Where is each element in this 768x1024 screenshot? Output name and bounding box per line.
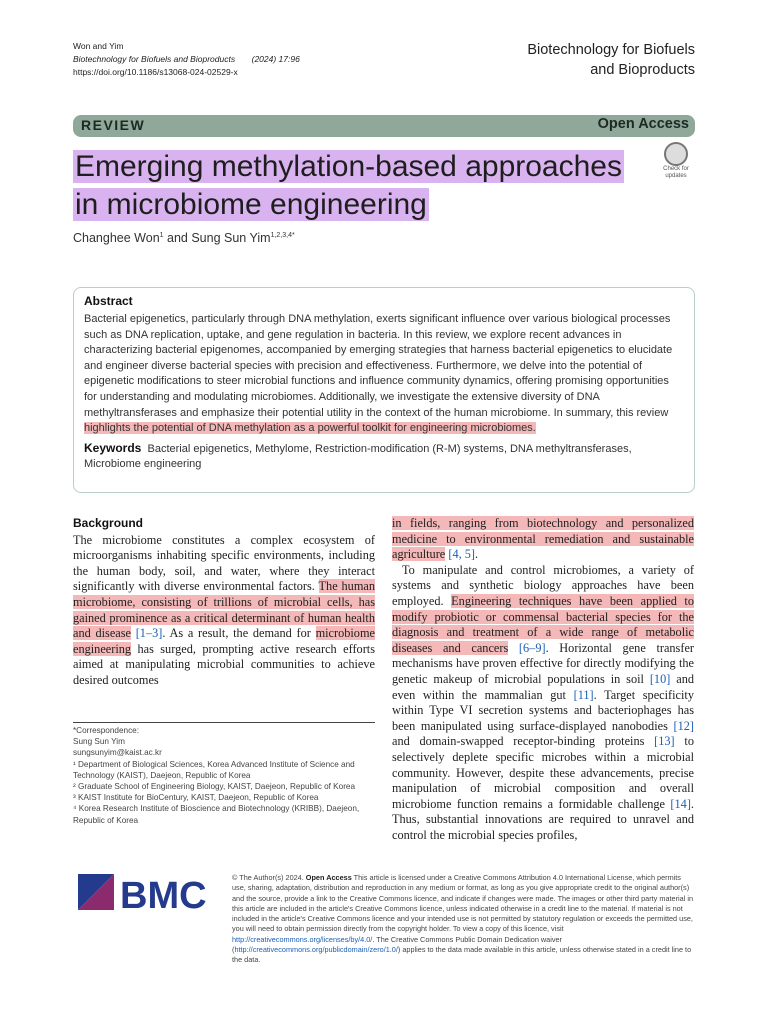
affiliation-3: ³ KAIST Institute for BioCentury, KAIST, Daejeon, Republic of Korea (73, 793, 319, 803)
citation-link[interactable]: [6–9] (518, 640, 546, 655)
abstract-body (84, 312, 684, 437)
article-type-label: REVIEW (81, 117, 146, 133)
background-paragraph-1 (73, 533, 375, 689)
bmc-logo (78, 874, 213, 919)
authors-short: Won and Yim (73, 41, 124, 51)
column-left (73, 516, 375, 689)
highlight-run: Engineering techniques have been applied to modify probiotic or commensal bacterial species for the diagnosis and treatment of a wide range of metabolic diseases and cancers (392, 593, 695, 655)
cc-by-link[interactable]: http://creativecommons.org/licenses/by/4.0/ (232, 934, 373, 944)
text-run: to selectively deplete specific microbes within a microbial community. However, despite these advancements, precise manipulation of microbial composition and overall microbiome function remains a formidable challenge (392, 734, 694, 811)
background-paragraph-1-cont: in fields, ranging from biotechnology and personalized medicine to environmental remediation and sustainable agriculture [4, 5]. (392, 516, 694, 562)
text-run: . Target specificity within Type VI secretion systems and bacteriophages has been manipulated using surface-displayed nanobodies (392, 687, 694, 733)
citation-link[interactable]: [14] (670, 796, 691, 811)
badge-line1: Check for (663, 166, 689, 172)
text-run: To manipulate and control microbiomes, a variety of systems and synthetic biology approaches have been employed. (392, 562, 694, 608)
journal-name-line2: and Bioproducts (590, 62, 695, 78)
abstract-text: Bacterial epigenetics, particularly through DNA methylation, exerts significant influence over various biological processes such as DNA replication, uptake, and gene regulation in bacteria. In this review, we explore recent advances in characterizing bacterial epigenomes, accompanied by emerging strategies that harness bacterial epigenetics to elucidate and engineer diverse bacterial species with precision and effectiveness. Furthermore, we delve into the potential of epigenetic modifications to steer microbial functions and influence community dynamics, offering promising opportunities for understanding and modulating microbiomes. Additionally, we investigate the extensive diversity of DNA methyltransferases and emphasize their potential utility in the context of the human microbiome. In summary, this review (84, 313, 673, 419)
abstract-highlight: highlights the potential of DNA methylation as a powerful toolkit for engineering microbiomes. (84, 422, 536, 435)
text-run: . As a result, the demand for (162, 626, 316, 641)
article-title (73, 148, 624, 224)
article-type-bar (73, 115, 695, 137)
abstract-box (73, 287, 695, 493)
svg-text:BMC: BMC (120, 875, 207, 914)
background-paragraph-2 (392, 563, 694, 844)
journal-name (527, 40, 695, 80)
license-text (232, 873, 694, 966)
text-run: and domain-swapped receptor-binding proteins (392, 734, 655, 749)
citation-link[interactable]: [1–3] (135, 626, 163, 641)
keywords-list: Bacterial epigenetics, Methylome, Restriction-modification (R-M) systems, DNA methyltransferases, Microbiome engineering (84, 442, 632, 471)
doi-link[interactable]: https://doi.org/10.1186/s13068-024-02529-x (73, 67, 238, 77)
citation-journal: Biotechnology for Biofuels and Bioproducts (73, 54, 236, 64)
author-1[interactable]: Changhee Won (73, 231, 160, 245)
highlight-run: The human microbiome, consisting of trillions of microbial cells, has gained prominence as a critical determinant of human health and disease (73, 579, 375, 641)
badge-line2: updates (665, 173, 687, 179)
citation-volume: (2024) 17:96 (251, 54, 300, 64)
author-list (73, 231, 295, 245)
author-2[interactable]: and Sung Sun Yim (163, 231, 271, 245)
column-right (392, 516, 694, 843)
abstract-heading: Abstract (84, 294, 133, 308)
affiliation-1: ¹ Department of Biological Sciences, Korea Advanced Institute of Science and Technology (KAIST), Daejeon, Republic of Korea (73, 759, 355, 780)
citation-link[interactable]: [4, 5] (448, 547, 475, 562)
text-run: The microbiome constitutes a complex ecosystem of microorganisms inhabiting specific environments, including the human body, soil, and water, where they interact significantly with diverse environmental factors. (73, 532, 375, 594)
affiliation-2: ² Graduate School of Engineering Biology, KAIST, Daejeon, Republic of Korea (73, 782, 356, 792)
author-1-affil: 1 (159, 231, 164, 239)
title-line2: in microbiome engineering (75, 188, 427, 221)
license-open-access: Open Access (305, 873, 352, 882)
text-run: . Thus, substantial innovations are required to unravel and control the microbial species profiles, (392, 796, 694, 842)
license-body: ) applies to the data made available in this article, unless otherwise stated in a credit line to the data. (232, 945, 692, 965)
keywords (84, 441, 684, 473)
open-access-label: Open Access (597, 116, 689, 132)
text-run: and even within the mammalian gut (392, 671, 694, 702)
text-run: . Horizontal gene transfer mechanisms have proven effective for directly modifying the genetic makeup of microbial populations in soil (392, 640, 694, 686)
citation (73, 53, 300, 66)
text-run: has surged, prompting active research efforts aimed at manipulating microbial communities to achieve desired outcomes (73, 641, 375, 687)
check-updates-icon (664, 142, 688, 166)
bmc-logo-mark (78, 874, 213, 914)
citation-link[interactable]: [13] (654, 734, 675, 749)
keywords-label: Keywords (84, 440, 142, 455)
citation-link[interactable]: [10] (649, 671, 671, 686)
citation-link[interactable]: [11] (573, 687, 594, 702)
check-for-updates-badge[interactable] (656, 142, 696, 182)
license-body: This article is licensed under a Creative Commons Attribution 4.0 International License, which permits use, sharing, adaptation, distribution and reproduction in any medium or format, as long as you give appropriate credit to the original author(s) and the source, provide a link to the Creative Commons licence, and indicate if changes were made. The images or other third party material in this article are included in the article's Creative Commons licence, unless indicated otherwise in a credit line to the material. If material is not included in the article's Creative Commons licence and your intended use is not permitted by statutory regulation or exceeds the permitted use, you will need to obtain permission directly from the copyright holder. To view a copy of this licence, visit (232, 873, 694, 934)
copyright: © The Author(s) 2024. (232, 873, 306, 882)
author-2-affil: 1,2,3,4* (270, 231, 295, 239)
affiliation-4: ⁴ Korea Research Institute of Bioscience and Biotechnology (KRIBB), Daejeon, Republic of Korea (73, 804, 360, 825)
title-line1: Emerging methylation-based approaches (75, 150, 622, 183)
journal-name-line1: Biotechnology for Biofuels (527, 42, 695, 58)
correspondence-email[interactable]: sungsunyim@kaist.ac.kr (73, 748, 162, 758)
cc-zero-link[interactable]: http://creativecommons.org/publicdomain/zero/1.0/ (234, 945, 398, 955)
correspondence-name: Sung Sun Yim (73, 737, 125, 747)
running-header (73, 40, 300, 79)
background-heading: Background (73, 516, 144, 530)
license-body: . The Creative Commons Public Domain Dedication waiver ( (232, 934, 562, 955)
highlight-run: in fields, ranging from biotechnology and personalized medicine to environmental remediation and sustainable agriculture (392, 516, 694, 562)
correspondence-block (73, 722, 375, 826)
correspondence-label: *Correspondence: (73, 726, 139, 735)
highlight-run: microbiome engineering (73, 626, 375, 656)
citation-link[interactable]: [12] (673, 718, 694, 733)
